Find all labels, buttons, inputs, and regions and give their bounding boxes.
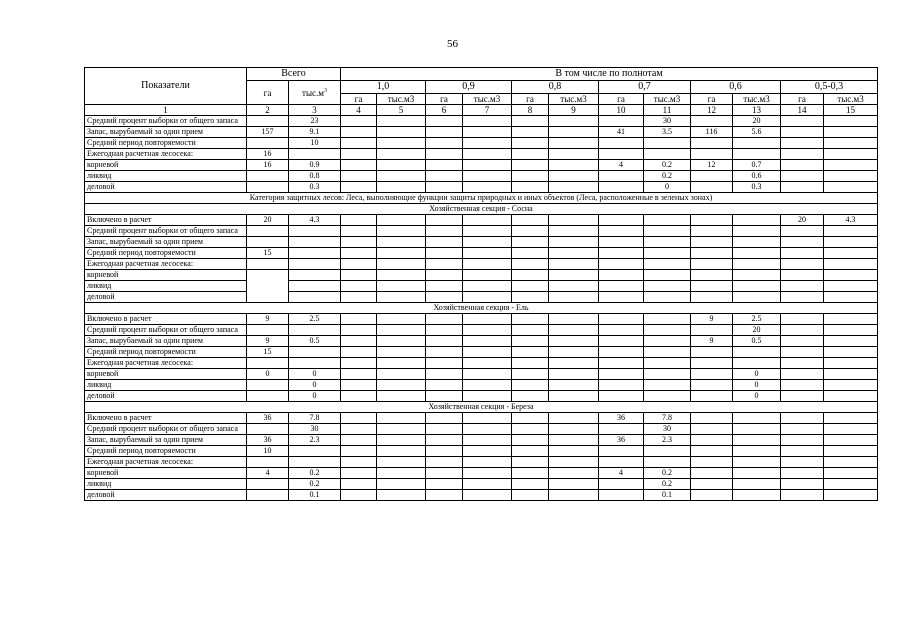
- cell-value: 12: [691, 160, 733, 171]
- cell-value: 0.3: [733, 182, 781, 193]
- cell-value: 3.5: [644, 127, 691, 138]
- cell-value: 116: [691, 127, 733, 138]
- section-heading-pine: Хозяйственная секция - Сосна: [85, 204, 878, 215]
- cell-value: 36: [247, 413, 289, 424]
- cell-value: 0: [289, 380, 341, 391]
- col-number: 10: [599, 105, 644, 116]
- cell-value: 2.5: [289, 314, 341, 325]
- cell-value: 23: [289, 116, 341, 127]
- cell-value: 30: [289, 424, 341, 435]
- col-number: 14: [781, 105, 824, 116]
- header-ha: га: [341, 94, 377, 105]
- cell-value: 10: [247, 446, 289, 457]
- header-density-08: 0,8: [512, 81, 599, 94]
- cell-value: 0.9: [289, 160, 341, 171]
- cell-value: 0.5: [733, 336, 781, 347]
- row-label-liquid: ликвид: [85, 171, 247, 182]
- row-label-commercial: деловой: [85, 292, 247, 303]
- row-label-avg-percent: Средний процент выборки от общего запаса: [85, 424, 247, 435]
- cell-value: 20: [733, 116, 781, 127]
- cell-value: 0.5: [289, 336, 341, 347]
- col-number: 8: [512, 105, 549, 116]
- row-label-commercial: деловой: [85, 391, 247, 402]
- cell-value: 0: [247, 369, 289, 380]
- header-m3: тыс.м3: [377, 94, 426, 105]
- row-label-stock: Запас, вырубаемый за один прием: [85, 336, 247, 347]
- header-ha: га: [426, 94, 463, 105]
- row-label-annual-cut: Ежегодная расчетная лесосека:: [85, 358, 247, 369]
- cell-value: 0: [644, 182, 691, 193]
- row-label-avg-percent: Средний процент выборки от общего запаса: [85, 325, 247, 336]
- cell-value: 4: [247, 468, 289, 479]
- cell-value: 7.8: [289, 413, 341, 424]
- row-label-included: Включено в расчет: [85, 314, 247, 325]
- row-label-annual-cut: Ежегодная расчетная лесосека:: [85, 259, 247, 270]
- header-total-ha: га: [247, 81, 289, 105]
- cell-value: 30: [644, 116, 691, 127]
- cell-value: 0.6: [733, 171, 781, 182]
- cell-value: 0.2: [644, 160, 691, 171]
- cell-value: 2.5: [733, 314, 781, 325]
- col-number: 6: [426, 105, 463, 116]
- header-density-07: 0,7: [599, 81, 691, 94]
- row-label-root: корневой: [85, 369, 247, 380]
- row-label-liquid: ликвид: [85, 281, 247, 292]
- row-label-liquid: ликвид: [85, 479, 247, 490]
- header-total: Всего: [247, 68, 341, 81]
- header-including: В том числе по полнотам: [341, 68, 878, 81]
- cell-value: 4.3: [824, 215, 878, 226]
- cell-value: 5.6: [733, 127, 781, 138]
- header-m3: тыс.м3: [824, 94, 878, 105]
- row-label-avg-percent: Средний процент выборки от общего запаса: [85, 226, 247, 237]
- col-number: 12: [691, 105, 733, 116]
- cell-value: 36: [599, 435, 644, 446]
- header-density-09: 0,9: [426, 81, 512, 94]
- cell-value: 9: [247, 336, 289, 347]
- row-label-avg-percent: Средний процент выборки от общего запаса: [85, 116, 247, 127]
- row-label-commercial: деловой: [85, 182, 247, 193]
- header-ha: га: [512, 94, 549, 105]
- section-heading-birch: Хозяйственная секция - Береза: [85, 402, 878, 413]
- header-m3: тыс.м3: [549, 94, 599, 105]
- row-label-included: Включено в расчет: [85, 413, 247, 424]
- cell-value: 15: [247, 248, 289, 259]
- header-indicators: Показатели: [85, 68, 247, 105]
- header-m3: тыс.м3: [463, 94, 512, 105]
- cell-value: 9.1: [289, 127, 341, 138]
- header-ha: га: [599, 94, 644, 105]
- page-number: 56: [447, 38, 458, 50]
- cell-value: 9: [691, 314, 733, 325]
- cell-value: 7.8: [644, 413, 691, 424]
- row-label-included: Включено в расчет: [85, 215, 247, 226]
- col-number: 5: [377, 105, 426, 116]
- cell-value: 20: [733, 325, 781, 336]
- cell-value: 20: [781, 215, 824, 226]
- cell-value: 36: [247, 435, 289, 446]
- cell-value: 16: [247, 149, 289, 160]
- cell-value: 9: [247, 314, 289, 325]
- cell-value: 0: [733, 380, 781, 391]
- header-m3: тыс.м3: [733, 94, 781, 105]
- row-label-period: Средний период повторяемости: [85, 248, 247, 259]
- cell-value: 9: [691, 336, 733, 347]
- cell-value: 0: [733, 369, 781, 380]
- row-label-stock: Запас, вырубаемый за один прием: [85, 435, 247, 446]
- row-label-root: корневой: [85, 270, 247, 281]
- header-density-06: 0,6: [691, 81, 781, 94]
- cell-value: 30: [644, 424, 691, 435]
- row-label-annual-cut: Ежегодная расчетная лесосека:: [85, 457, 247, 468]
- cell-value: 36: [599, 413, 644, 424]
- cell-value: 16: [247, 160, 289, 171]
- cell-value: 0.8: [289, 171, 341, 182]
- row-label-stock: Запас, вырубаемый за один прием: [85, 127, 247, 138]
- col-number: 11: [644, 105, 691, 116]
- col-number: 3: [289, 105, 341, 116]
- cell-value: 4.3: [289, 215, 341, 226]
- row-label-root: корневой: [85, 160, 247, 171]
- cell-value: 157: [247, 127, 289, 138]
- category-heading: Категория защитных лесов: Леса, выполняющие функции защиты природных и иных объектов (Леса, расположенные в зеленых зонах): [85, 193, 878, 204]
- header-ha: га: [691, 94, 733, 105]
- cell-value: 4: [599, 160, 644, 171]
- cell-value: 2.3: [644, 435, 691, 446]
- row-label-annual-cut: Ежегодная расчетная лесосека:: [85, 149, 247, 160]
- cell-value: 4: [599, 468, 644, 479]
- row-label-period: Средний период повторяемости: [85, 446, 247, 457]
- cell-value: 20: [247, 215, 289, 226]
- header-m3: тыс.м3: [644, 94, 691, 105]
- row-label-stock: Запас, вырубаемый за один прием: [85, 237, 247, 248]
- cell-value: 0: [289, 369, 341, 380]
- cell-value: 0.7: [733, 160, 781, 171]
- header-density-05: 0,5-0,3: [781, 81, 878, 94]
- col-number: 4: [341, 105, 377, 116]
- row-label-root: корневой: [85, 468, 247, 479]
- header-total-m3: $тыс.м^3$: [289, 81, 341, 105]
- cell-value: 0: [733, 391, 781, 402]
- cell-value: 0.2: [644, 479, 691, 490]
- col-number: 2: [247, 105, 289, 116]
- col-number: 1: [85, 105, 247, 116]
- section-heading-spruce: Хозяйственная секция - Ель: [85, 303, 878, 314]
- row-label-period: Средний период повторяемости: [85, 138, 247, 149]
- cell-value: 0.1: [644, 490, 691, 501]
- row-label-period: Средний период повторяемости: [85, 347, 247, 358]
- cell-value: 2.3: [289, 435, 341, 446]
- header-ha: га: [781, 94, 824, 105]
- row-label-liquid: ликвид: [85, 380, 247, 391]
- cell-value: 41: [599, 127, 644, 138]
- cell-value: 0: [289, 391, 341, 402]
- col-number: 9: [549, 105, 599, 116]
- cell-value: 10: [289, 138, 341, 149]
- cell-value: 0.2: [289, 468, 341, 479]
- cell-value: 15: [247, 347, 289, 358]
- cell-value: 0.2: [644, 468, 691, 479]
- cell-value: 0.2: [289, 479, 341, 490]
- cell-value: 0.1: [289, 490, 341, 501]
- col-number: 15: [824, 105, 878, 116]
- row-label-commercial: деловой: [85, 490, 247, 501]
- col-number: 7: [463, 105, 512, 116]
- harvest-table: [84, 67, 878, 501]
- cell-value: 0.2: [644, 171, 691, 182]
- cell-value: 0.3: [289, 182, 341, 193]
- header-density-10: 1,0: [341, 81, 426, 94]
- col-number: 13: [733, 105, 781, 116]
